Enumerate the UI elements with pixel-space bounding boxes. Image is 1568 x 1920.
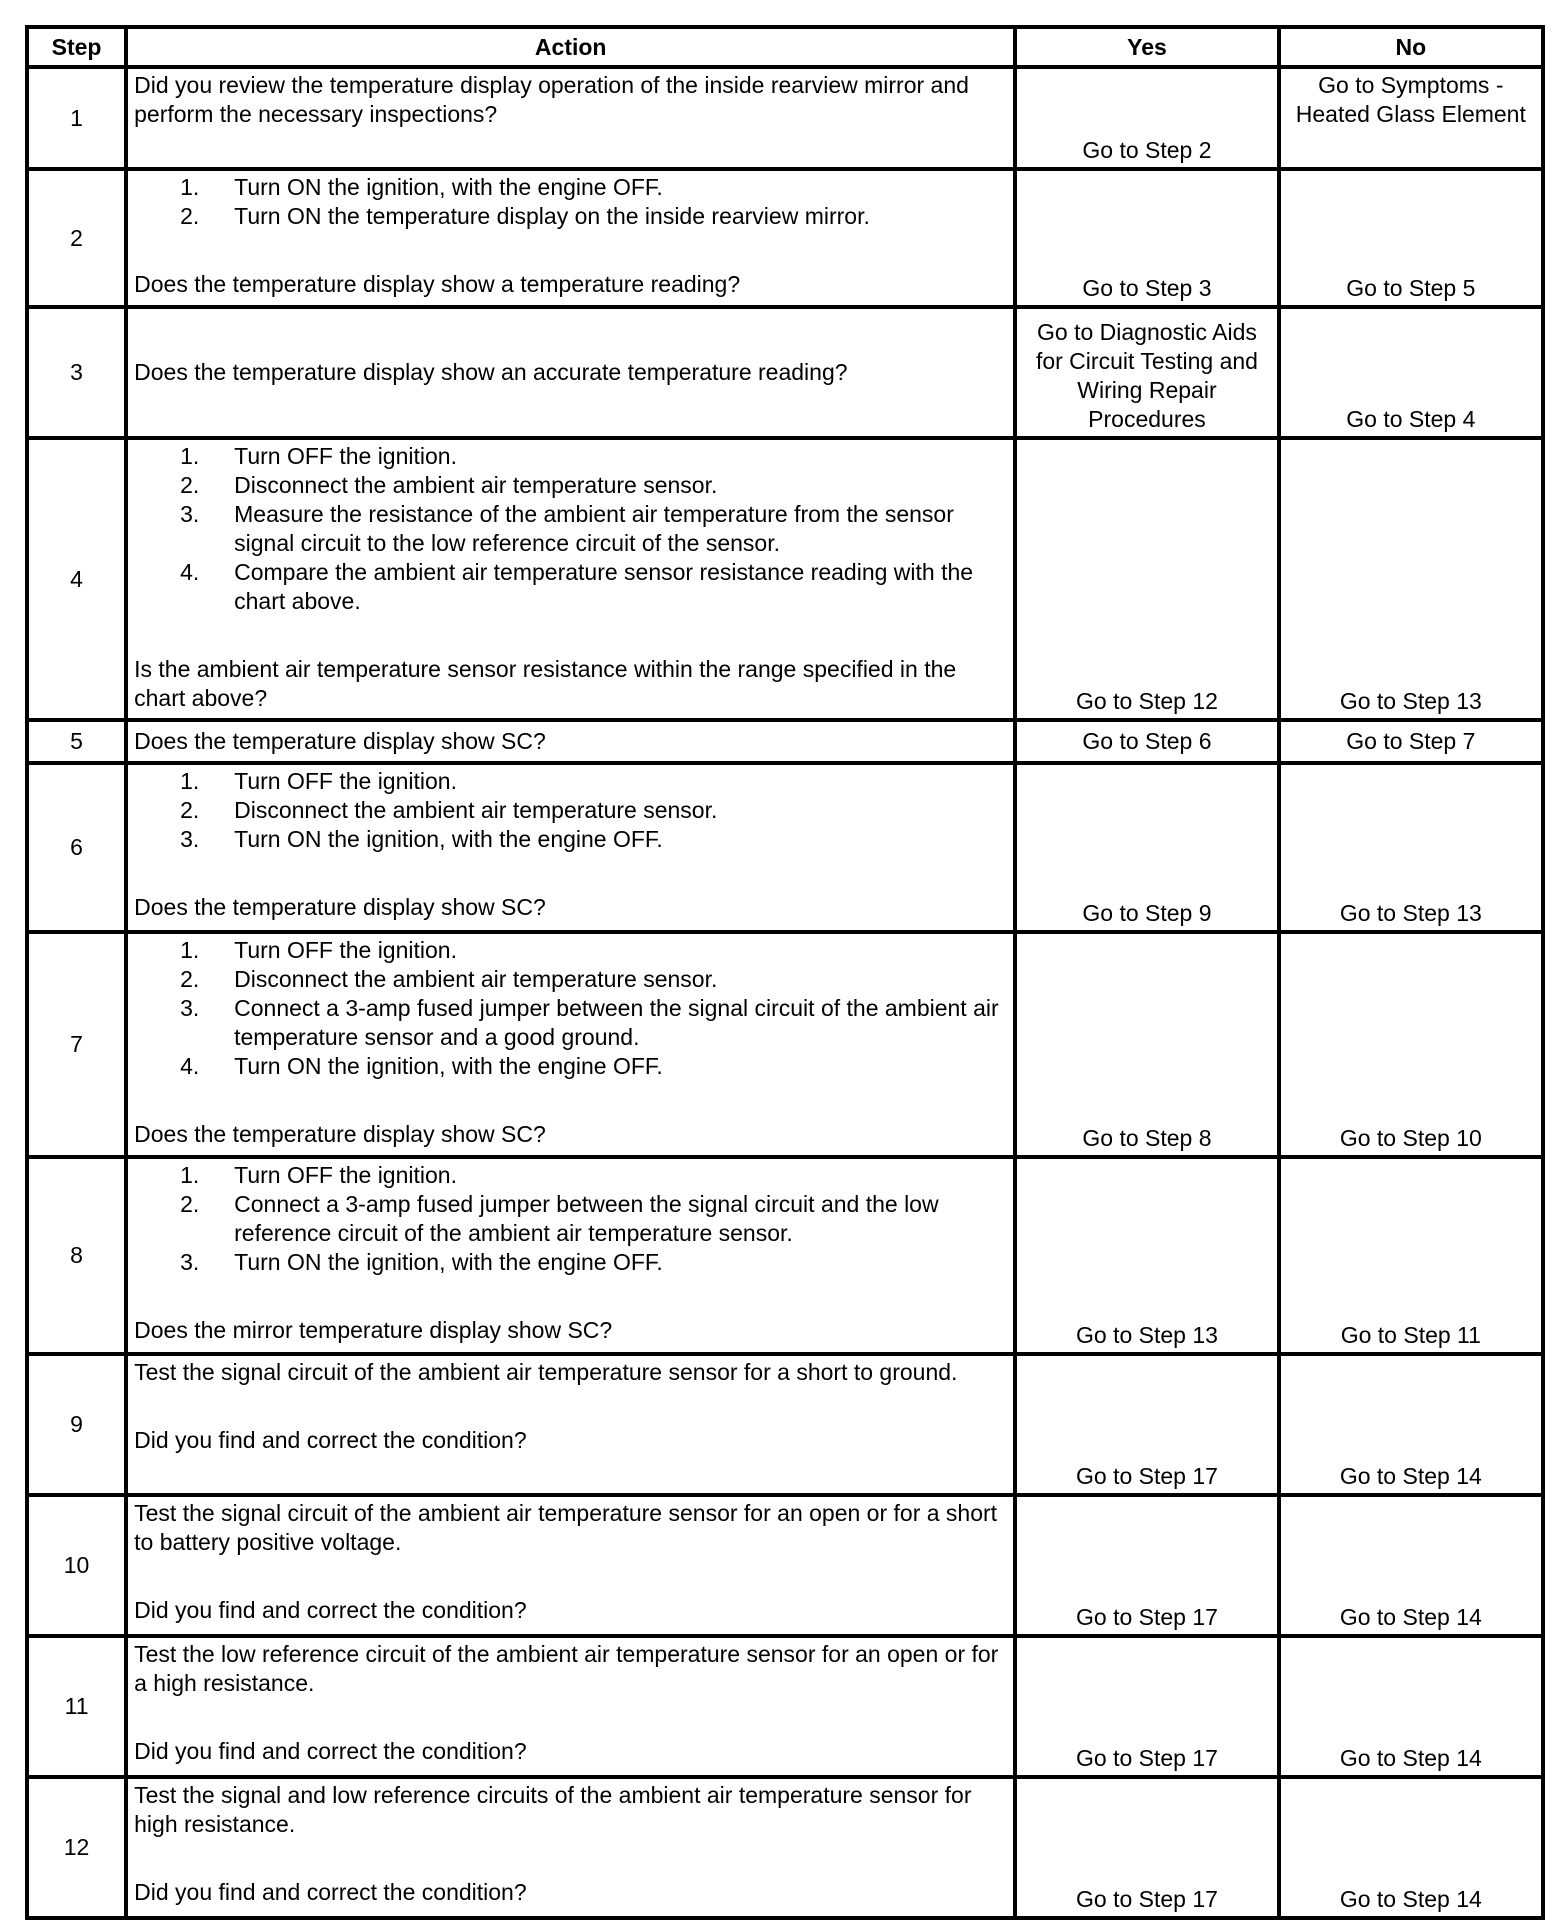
step-number: 8	[27, 1157, 126, 1354]
no-cell: Go to Step 14	[1279, 1777, 1543, 1918]
yes-cell: Go to Step 13	[1015, 1157, 1278, 1354]
action-cell	[126, 1354, 1015, 1495]
table-row	[27, 1354, 1543, 1495]
action-cell	[126, 763, 1015, 932]
action-steps-list	[134, 1161, 1007, 1277]
action-step-item: Turn OFF the ignition.	[234, 937, 457, 963]
action-question: Does the temperature display show SC?	[134, 728, 546, 754]
step-number: 7	[27, 932, 126, 1157]
no-cell: Go to Step 4	[1279, 307, 1543, 438]
action-question: Did you find and correct the condition?	[134, 1738, 527, 1764]
yes-cell: Go to Step 2	[1015, 67, 1278, 169]
step-number: 3	[27, 307, 126, 438]
table-row	[27, 720, 1543, 763]
action-step-item: Turn ON the ignition, with the engine OFF.	[234, 174, 663, 200]
action-cell	[126, 307, 1015, 438]
action-steps-list	[134, 442, 1007, 616]
action-step-item: Connect a 3-amp fused jumper between the signal circuit of the ambient air temperature sensor and a good ground.	[234, 995, 999, 1050]
no-cell: Go to Step 13	[1279, 438, 1543, 720]
action-step-item: Turn ON the ignition, with the engine OFF.	[234, 1053, 663, 1079]
yes-cell: Go to Step 17	[1015, 1777, 1278, 1918]
table-row	[27, 1157, 1543, 1354]
action-cell	[126, 438, 1015, 720]
action-cell	[126, 1495, 1015, 1636]
action-steps-list	[134, 767, 1007, 854]
no-cell: Go to Step 13	[1279, 763, 1543, 932]
action-step-item: Disconnect the ambient air temperature sensor.	[234, 797, 718, 823]
action-cell	[126, 1636, 1015, 1777]
yes-cell: Go to Step 3	[1015, 169, 1278, 307]
action-step-item: Turn ON the ignition, with the engine OFF.	[234, 1249, 663, 1275]
yes-cell: Go to Step 12	[1015, 438, 1278, 720]
yes-cell: Go to Step 17	[1015, 1354, 1278, 1495]
action-cell	[126, 67, 1015, 169]
step-number: 5	[27, 720, 126, 763]
no-cell: Go to Step 11	[1279, 1157, 1543, 1354]
action-step-item: Turn OFF the ignition.	[234, 443, 457, 469]
action-question: Did you find and correct the condition?	[134, 1597, 527, 1623]
table-row	[27, 1777, 1543, 1918]
yes-cell: Go to Step 17	[1015, 1636, 1278, 1777]
action-question: Does the mirror temperature display show SC?	[134, 1317, 613, 1343]
yes-cell: Go to Step 9	[1015, 763, 1278, 932]
action-cell	[126, 1157, 1015, 1354]
action-step-item: Turn ON the ignition, with the engine OFF.	[234, 826, 663, 852]
action-cell	[126, 1777, 1015, 1918]
header-yes: Yes	[1015, 27, 1278, 67]
action-cell	[126, 932, 1015, 1157]
action-step-item: Turn OFF the ignition.	[234, 768, 457, 794]
no-cell: Go to Step 14	[1279, 1495, 1543, 1636]
yes-cell: Go to Diagnostic Aids for Circuit Testing and Wiring Repair Procedures	[1015, 307, 1278, 438]
action-question: Does the temperature display show SC?	[134, 1121, 546, 1147]
table-row	[27, 763, 1543, 932]
table-row	[27, 1636, 1543, 1777]
action-intro: Test the low reference circuit of the ambient air temperature sensor for an open or for a high resistance.	[134, 1641, 999, 1696]
no-cell: Go to Step 10	[1279, 932, 1543, 1157]
action-steps-list	[134, 936, 1007, 1081]
action-step-item: Turn ON the temperature display on the inside rearview mirror.	[234, 203, 870, 229]
header-row	[27, 27, 1543, 67]
action-cell	[126, 169, 1015, 307]
action-question: Does the temperature display show an accurate temperature reading?	[134, 359, 848, 385]
no-cell: Go to Symptoms - Heated Glass Element	[1279, 67, 1543, 169]
action-step-item: Disconnect the ambient air temperature sensor.	[234, 966, 718, 992]
header-no: No	[1279, 27, 1543, 67]
action-intro: Test the signal circuit of the ambient air temperature sensor for a short to ground.	[134, 1359, 958, 1385]
no-cell: Go to Step 14	[1279, 1354, 1543, 1495]
action-step-item: Turn OFF the ignition.	[234, 1162, 457, 1188]
yes-cell: Go to Step 17	[1015, 1495, 1278, 1636]
no-cell: Go to Step 14	[1279, 1636, 1543, 1777]
header-action: Action	[126, 27, 1015, 67]
action-intro: Test the signal circuit of the ambient air temperature sensor for an open or for a short to battery positive voltage.	[134, 1500, 998, 1555]
yes-cell: Go to Step 6	[1015, 720, 1278, 763]
header-step: Step	[27, 27, 126, 67]
action-step-item: Compare the ambient air temperature sensor resistance reading with the chart above.	[234, 559, 974, 614]
step-number: 4	[27, 438, 126, 720]
no-cell: Go to Step 5	[1279, 169, 1543, 307]
diagnostic-table	[25, 25, 1545, 1920]
action-intro: Test the signal and low reference circuits of the ambient air temperature sensor for high resistance.	[134, 1782, 972, 1837]
action-question: Did you review the temperature display operation of the inside rearview mirror and perform the necessary inspections?	[134, 72, 969, 127]
yes-cell: Go to Step 8	[1015, 932, 1278, 1157]
action-question: Did you find and correct the condition?	[134, 1879, 527, 1905]
action-question: Does the temperature display show a temperature reading?	[134, 271, 741, 297]
action-question: Does the temperature display show SC?	[134, 894, 546, 920]
step-number: 12	[27, 1777, 126, 1918]
step-number: 1	[27, 67, 126, 169]
step-number: 11	[27, 1636, 126, 1777]
action-question: Is the ambient air temperature sensor resistance within the range specified in the chart above?	[134, 656, 957, 711]
action-cell	[126, 720, 1015, 763]
action-step-item: Disconnect the ambient air temperature sensor.	[234, 472, 718, 498]
no-cell: Go to Step 7	[1279, 720, 1543, 763]
step-number: 9	[27, 1354, 126, 1495]
action-step-item: Connect a 3-amp fused jumper between the signal circuit and the low reference circuit of the ambient air temperature sensor.	[234, 1191, 939, 1246]
table-row	[27, 1495, 1543, 1636]
action-step-item: Measure the resistance of the ambient air temperature from the sensor signal circuit to the low reference circuit of the sensor.	[234, 501, 954, 556]
step-number: 6	[27, 763, 126, 932]
action-steps-list	[134, 173, 1007, 231]
table-row	[27, 307, 1543, 438]
step-number: 2	[27, 169, 126, 307]
step-number: 10	[27, 1495, 126, 1636]
table-row	[27, 169, 1543, 307]
table-row	[27, 438, 1543, 720]
action-question: Did you find and correct the condition?	[134, 1427, 527, 1453]
table-row	[27, 932, 1543, 1157]
table-row	[27, 67, 1543, 169]
